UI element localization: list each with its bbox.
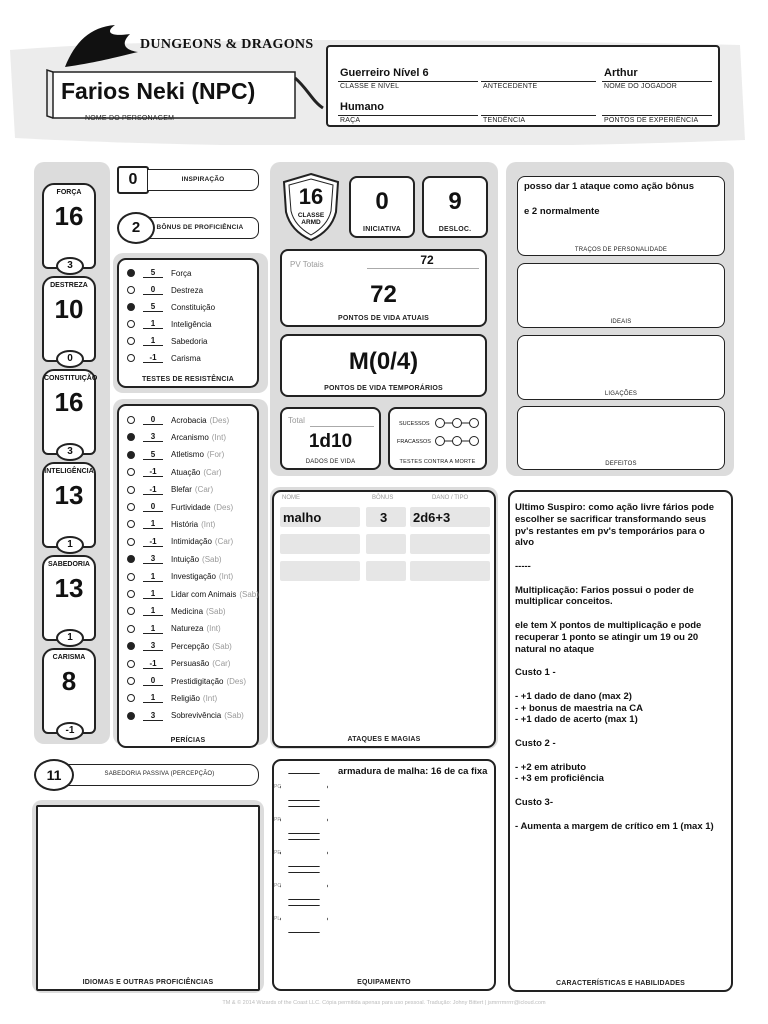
save-value[interactable]: -1 (143, 353, 163, 363)
skill-name: Sobrevivência (171, 711, 222, 721)
ideals-box[interactable] (517, 263, 725, 328)
character-name[interactable]: Farios Neki (NPC) (61, 78, 256, 104)
proficiency-dot[interactable] (127, 660, 135, 668)
passive-value[interactable]: 11 (46, 767, 62, 783)
flaws-label: DEFEITOS (605, 461, 637, 467)
skill-value[interactable]: 1 (143, 624, 163, 634)
skill-value[interactable]: 3 (143, 711, 163, 721)
ability-modifier[interactable]: 1 (56, 536, 84, 554)
skill-value[interactable]: 1 (143, 519, 163, 529)
save-value[interactable]: 5 (143, 302, 163, 312)
save-name: Carisma (171, 353, 201, 363)
background-label: ANTECEDENTE (483, 83, 538, 90)
proficiency-circle[interactable] (117, 212, 155, 244)
attack-bonus-cell[interactable] (366, 507, 406, 527)
equipment-text: armadura de malha: 16 de ca fixa (338, 766, 488, 777)
skill-name: Acrobacia (171, 415, 207, 425)
passive-perception (34, 759, 259, 791)
alignment-line (481, 115, 596, 116)
attack-damage-cell[interactable] (410, 507, 490, 527)
feature-line: Custo 3- (515, 797, 553, 808)
player-name-label: NOME DO JOGADOR (604, 83, 678, 90)
coin-label: PC (274, 784, 281, 790)
ability-modifier[interactable]: 3 (56, 257, 84, 275)
coin-platinum[interactable] (280, 905, 328, 933)
skill-row[interactable] (127, 415, 229, 425)
skill-value[interactable]: 0 (143, 502, 163, 512)
proficiency-dot[interactable] (127, 286, 135, 294)
inspiration-banner (147, 169, 259, 191)
ability-intelligence[interactable] (42, 462, 96, 548)
skill-attribute: (Int) (206, 624, 221, 634)
save-row[interactable] (127, 319, 211, 329)
ability-score[interactable]: 13 (54, 480, 84, 510)
skill-value[interactable]: 3 (143, 432, 163, 442)
coin-copper[interactable] (280, 773, 328, 801)
skill-name: Arcanismo (171, 432, 209, 442)
race-label: RAÇA (340, 117, 361, 124)
skill-value[interactable]: 0 (143, 415, 163, 425)
skills-title: PERÍCIAS (170, 737, 206, 744)
hit-dice-total-label: Total (288, 416, 305, 425)
xp-label: PONTOS DE EXPERIÊNCIA (604, 117, 699, 124)
skill-name: Persuasão (171, 659, 210, 669)
character-info-box (326, 45, 720, 127)
initiative-box[interactable] (349, 176, 415, 238)
bonds-box[interactable] (517, 335, 725, 400)
skill-attribute: (For) (206, 450, 225, 460)
skill-row[interactable] (127, 693, 217, 703)
skill-attribute: (Des) (213, 502, 234, 512)
hp-max-label: PV Totais (290, 260, 324, 269)
skill-attribute: (Int) (201, 519, 216, 529)
skill-name: Percepção (171, 641, 210, 651)
traits-box[interactable] (517, 176, 725, 256)
proficiency-dot[interactable] (127, 433, 135, 441)
ability-wisdom[interactable] (42, 555, 96, 641)
equipment-box[interactable] (272, 759, 496, 991)
skill-row[interactable] (127, 432, 226, 442)
coin-silver[interactable] (280, 806, 328, 834)
ability-modifier[interactable]: -1 (56, 722, 84, 740)
skill-row[interactable] (127, 659, 230, 669)
features-box[interactable] (508, 490, 733, 992)
bonds-label: LIGAÇÕES (604, 391, 638, 397)
skills-box (117, 404, 259, 748)
proficiency-dot[interactable] (127, 573, 135, 581)
proficiency-dot[interactable] (127, 555, 135, 563)
feature-line: ele tem X pontos de multiplicação e pode (515, 620, 702, 631)
skill-row[interactable] (127, 502, 233, 512)
trait-line: posso dar 1 ataque como ação bônus (524, 181, 694, 192)
proficiency-label: BÔNUS DE PROFICIÊNCIA (156, 224, 244, 231)
skill-attribute: (Des) (226, 676, 247, 686)
skill-attribute: (Car) (194, 485, 214, 495)
hit-dice-total-line (310, 426, 374, 427)
save-value[interactable]: 0 (143, 285, 163, 295)
ability-score[interactable]: 16 (54, 201, 84, 231)
logo-text: DUNGEONS & DRAGONS (140, 37, 314, 52)
hp-max-line (367, 268, 479, 269)
skill-row[interactable] (127, 485, 213, 495)
skill-row[interactable] (127, 624, 221, 634)
save-name: Força (171, 268, 192, 278)
death-success-label: SUCESSOS (399, 421, 430, 427)
proficiency-dot[interactable] (127, 486, 135, 494)
proficiency-dot[interactable] (127, 320, 135, 328)
skill-attribute: (Sab) (224, 711, 244, 721)
feature-line: - +1 dado de dano (max 2) (515, 690, 632, 702)
proficiency-dot[interactable] (127, 269, 135, 277)
skill-attribute: (Int) (202, 693, 218, 703)
player-name[interactable]: Arthur (604, 67, 638, 79)
ability-score[interactable]: 16 (54, 387, 84, 417)
skill-name: História (171, 519, 199, 529)
footer-copyright: TM & © 2014 Wizards of the Coast LLC. Cópia permitida apenas para uso pessoal. Tradução: Johny Bittert | jsmrrrmrrrr@icloud.com (222, 1000, 546, 1006)
ability-dexterity[interactable] (42, 276, 96, 362)
feature-line: Multiplicação: Farios possui o poder de (515, 584, 694, 596)
hit-dice-box[interactable] (280, 407, 381, 470)
save-row[interactable] (127, 302, 215, 312)
feature-line: Custo 2 - (515, 738, 556, 749)
skill-row[interactable] (127, 519, 215, 529)
initiative-label: INICIATIVA (363, 226, 401, 233)
speed-label: DESLOC. (438, 226, 472, 233)
proficiency-value[interactable]: 2 (131, 219, 141, 236)
save-value[interactable]: 1 (143, 319, 163, 329)
ability-modifier[interactable]: 3 (56, 443, 84, 461)
attacks-title: ATAQUES E MAGIAS (347, 736, 421, 743)
skill-value[interactable]: 1 (143, 606, 163, 616)
death-success-circles[interactable] (434, 417, 480, 429)
hp-current-value[interactable]: 72 (370, 281, 397, 308)
save-row[interactable] (127, 285, 203, 295)
skill-row[interactable] (127, 450, 224, 460)
dragon-logo-icon (60, 22, 140, 72)
proficiency-dot[interactable] (127, 503, 135, 511)
flaws-box[interactable] (517, 406, 725, 470)
saving-throws-box (117, 258, 259, 388)
inspiration-value[interactable]: 0 (128, 171, 138, 188)
armor-class-value[interactable]: 16 (298, 184, 324, 209)
temp-hp-box[interactable] (280, 334, 487, 397)
skill-attribute: (Car) (212, 659, 231, 669)
attack-col-damage: DANO / TIPO (432, 495, 469, 501)
death-fail-circles[interactable] (434, 435, 480, 447)
proficiency-dot[interactable] (127, 354, 135, 362)
skill-value[interactable]: 1 (143, 572, 163, 582)
skill-name: Atuação (171, 467, 201, 477)
skill-attribute: (Sab) (239, 589, 259, 599)
hit-dice-value[interactable]: 1d10 (308, 431, 353, 452)
skill-row[interactable] (127, 589, 259, 599)
ability-constitution[interactable] (42, 369, 96, 455)
coin-label: PP (274, 817, 281, 823)
skill-name: Natureza (171, 624, 204, 634)
skill-value[interactable]: -1 (143, 659, 163, 669)
proficiency-dot[interactable] (127, 468, 135, 476)
proficiency-dot[interactable] (127, 590, 135, 598)
save-value[interactable]: 5 (143, 268, 163, 278)
inspiration (117, 166, 259, 194)
class-level[interactable]: Guerreiro Nível 6 (340, 67, 429, 79)
speed-box[interactable] (422, 176, 488, 238)
attack-damage: 2d6+3 (413, 510, 451, 525)
attack-name-cell[interactable] (280, 534, 360, 554)
skill-row[interactable] (127, 554, 222, 564)
armor-class[interactable] (280, 172, 342, 242)
feature-line: escolher se sacrificar transformando seus (515, 513, 707, 525)
passive-label: SABEDORIA PASSIVA (PERCEPÇÃO) (104, 771, 215, 777)
hp-current-label: PONTOS DE VIDA ATUAIS (338, 315, 429, 322)
background-line (481, 81, 596, 82)
feature-line: alvo (515, 537, 535, 549)
proficiency-dot[interactable] (127, 416, 135, 424)
ability-score[interactable]: 13 (54, 573, 84, 603)
skill-value[interactable]: 1 (143, 589, 163, 599)
attack-name-cell[interactable] (280, 561, 360, 581)
save-name: Sabedoria (171, 336, 208, 346)
skill-attribute: (Int) (218, 572, 234, 582)
initiative-value[interactable]: 0 (375, 188, 389, 215)
xp-line (602, 115, 712, 116)
skill-name: Investigação (171, 572, 216, 582)
feature-line: - +1 dado de acerto (max 1) (515, 714, 638, 726)
feature-line: recuperar 1 ponto se atingir um 19 ou 20 (515, 631, 699, 643)
attack-bonus-cell[interactable] (366, 561, 406, 581)
ability-strength[interactable] (42, 183, 96, 269)
feature-line: - +2 em atributo (515, 761, 586, 773)
ability-score[interactable]: 8 (61, 666, 77, 696)
save-name: Destreza (171, 285, 204, 295)
attack-col-bonus: BÔNUS (372, 495, 394, 501)
inspiration-box[interactable] (117, 166, 149, 194)
skill-row[interactable] (127, 676, 246, 686)
proficiency-dot[interactable] (127, 625, 135, 633)
proficiency-banner (141, 217, 259, 239)
ability-label: SABEDORIA (47, 561, 90, 568)
proficiency-dot[interactable] (127, 303, 135, 311)
proficiency-dot[interactable] (127, 712, 135, 720)
coin-label: PL (274, 916, 281, 922)
save-value[interactable]: 1 (143, 336, 163, 346)
skill-name: Intimidação (171, 537, 212, 547)
languages-label: IDIOMAS E OUTRAS PROFICIÊNCIAS (82, 979, 214, 986)
skill-attribute: (Int) (211, 432, 227, 442)
passive-circle[interactable] (34, 759, 74, 791)
proficiency-dot[interactable] (127, 677, 135, 685)
saving-throws-title: TESTES DE RESISTÊNCIA (141, 376, 235, 383)
proficiency-bonus (117, 212, 259, 244)
trait-line: e 2 normalmente (524, 206, 600, 217)
hit-dice-label: DADOS DE VIDA (305, 459, 356, 465)
skill-row[interactable] (127, 641, 232, 651)
skill-attribute: (Sab) (202, 554, 222, 564)
save-name: Constituição (171, 302, 216, 312)
skill-name: Intuição (171, 554, 200, 564)
skill-row[interactable] (127, 572, 233, 582)
ability-label: CARISMA (52, 654, 86, 661)
character-name-label: NOME DO PERSONAGEM (85, 115, 175, 122)
ability-label: INTELIGÊNCIA (44, 468, 94, 475)
feature-line: pv's restantes em pv's temporários para o (515, 525, 705, 537)
skill-name: Prestidigitação (171, 676, 224, 686)
skill-name: Religião (171, 693, 200, 703)
race-line (338, 115, 478, 116)
skill-name: Atletismo (171, 450, 204, 460)
skill-name: Blefar (171, 485, 192, 495)
armor-class-label-2: ARMD (301, 219, 321, 226)
skill-value[interactable]: -1 (143, 537, 163, 547)
feature-line: Custo 1 - (515, 667, 556, 679)
player-name-line (602, 81, 712, 82)
class-level-line (338, 81, 478, 82)
alignment-label: TENDÊNCIA (483, 117, 526, 124)
save-row[interactable] (127, 268, 191, 278)
skill-value[interactable]: -1 (143, 485, 163, 495)
equipment-label: EQUIPAMENTO (357, 979, 411, 986)
attack-bonus-cell[interactable] (366, 534, 406, 554)
skill-attribute: (Sab) (212, 641, 232, 651)
death-saves-box (388, 407, 487, 470)
skill-value[interactable]: 1 (143, 693, 163, 703)
feature-line: - + bonus de maestria na CA (515, 702, 644, 714)
languages-box[interactable] (36, 805, 260, 991)
skill-row[interactable] (127, 606, 226, 616)
hp-temp-label: PONTOS DE VIDA TEMPORÁRIOS (324, 385, 443, 392)
skill-name: Furtividade (171, 502, 211, 512)
skill-value[interactable]: 3 (143, 554, 163, 564)
feature-line: - +3 em proficiência (515, 773, 604, 785)
death-saves-label: TESTES CONTRA A MORTE (399, 459, 476, 465)
skill-row[interactable] (127, 537, 233, 547)
attack-damage-cell[interactable] (410, 561, 490, 581)
ability-score[interactable]: 10 (54, 294, 84, 324)
skill-row[interactable] (127, 467, 222, 477)
race[interactable]: Humano (340, 101, 384, 113)
skill-row[interactable] (127, 711, 244, 721)
features-label: CARACTERÍSTICAS E HABILIDADES (555, 980, 686, 987)
coin-label: PO (274, 883, 282, 889)
skill-attribute: (Sab) (206, 606, 226, 616)
hp-temp-value[interactable]: M(0/4) (348, 348, 419, 375)
coin-electrum[interactable] (280, 839, 328, 867)
ability-label: DESTREZA (50, 282, 88, 289)
armor-class-label-1: CLASSE (297, 212, 325, 219)
speed-value[interactable]: 9 (448, 188, 462, 215)
ability-label: FORÇA (56, 189, 82, 196)
inspiration-label: INSPIRAÇÃO (181, 176, 225, 183)
proficiency-dot[interactable] (127, 451, 135, 459)
proficiency-dot[interactable] (127, 607, 135, 615)
coin-gold[interactable] (280, 872, 328, 900)
ability-charisma[interactable] (42, 648, 96, 734)
skill-value[interactable]: 0 (143, 676, 163, 686)
skill-value[interactable]: 5 (143, 450, 163, 460)
ideals-label: IDEAIS (610, 319, 632, 325)
save-row[interactable] (127, 336, 207, 346)
current-hp-box[interactable] (280, 249, 487, 327)
skill-value[interactable]: -1 (143, 467, 163, 477)
save-row[interactable] (127, 353, 201, 363)
death-fail-label: FRACASSOS (397, 439, 431, 445)
ability-label: CONSTITUIÇÃO (44, 375, 98, 382)
ability-modifier[interactable]: 0 (56, 350, 84, 368)
traits-label: TRAÇOS DE PERSONALIDADE (574, 247, 668, 253)
ability-modifier[interactable]: 1 (56, 629, 84, 647)
hp-max-value[interactable]: 72 (420, 253, 434, 267)
feature-line: multiplicar conceitos. (515, 596, 613, 608)
character-name-scroll (45, 68, 325, 126)
class-level-label: CLASSE E NÍVEL (340, 83, 400, 90)
skill-name: Lidar com Animais (171, 589, 237, 599)
passive-banner (60, 764, 259, 786)
feature-line: ----- (515, 561, 531, 572)
feature-line: natural no ataque (515, 643, 595, 655)
proficiency-dot[interactable] (127, 694, 135, 702)
skill-attribute: (Car) (214, 537, 234, 547)
attacks-box (272, 490, 496, 748)
proficiency-dot[interactable] (127, 520, 135, 528)
proficiency-dot[interactable] (127, 642, 135, 650)
feature-line: Ultimo Suspiro: como ação livre fários pode (515, 502, 715, 513)
feature-line: - Aumenta a margem de crítico em 1 (max 1) (515, 820, 714, 832)
skill-name: Medicina (171, 606, 204, 616)
skill-value[interactable]: 3 (143, 641, 163, 651)
attack-bonus: 3 (380, 510, 388, 525)
skill-attribute: (Des) (209, 415, 230, 425)
skill-attribute: (Car) (203, 467, 222, 477)
attack-damage-cell[interactable] (410, 534, 490, 554)
coin-label: PE (274, 850, 281, 856)
attack-name: malho (283, 510, 322, 525)
attack-name-cell[interactable] (280, 507, 360, 527)
proficiency-dot[interactable] (127, 538, 135, 546)
proficiency-dot[interactable] (127, 337, 135, 345)
save-name: Inteligência (171, 319, 212, 329)
attack-col-name: NOME (282, 495, 300, 501)
